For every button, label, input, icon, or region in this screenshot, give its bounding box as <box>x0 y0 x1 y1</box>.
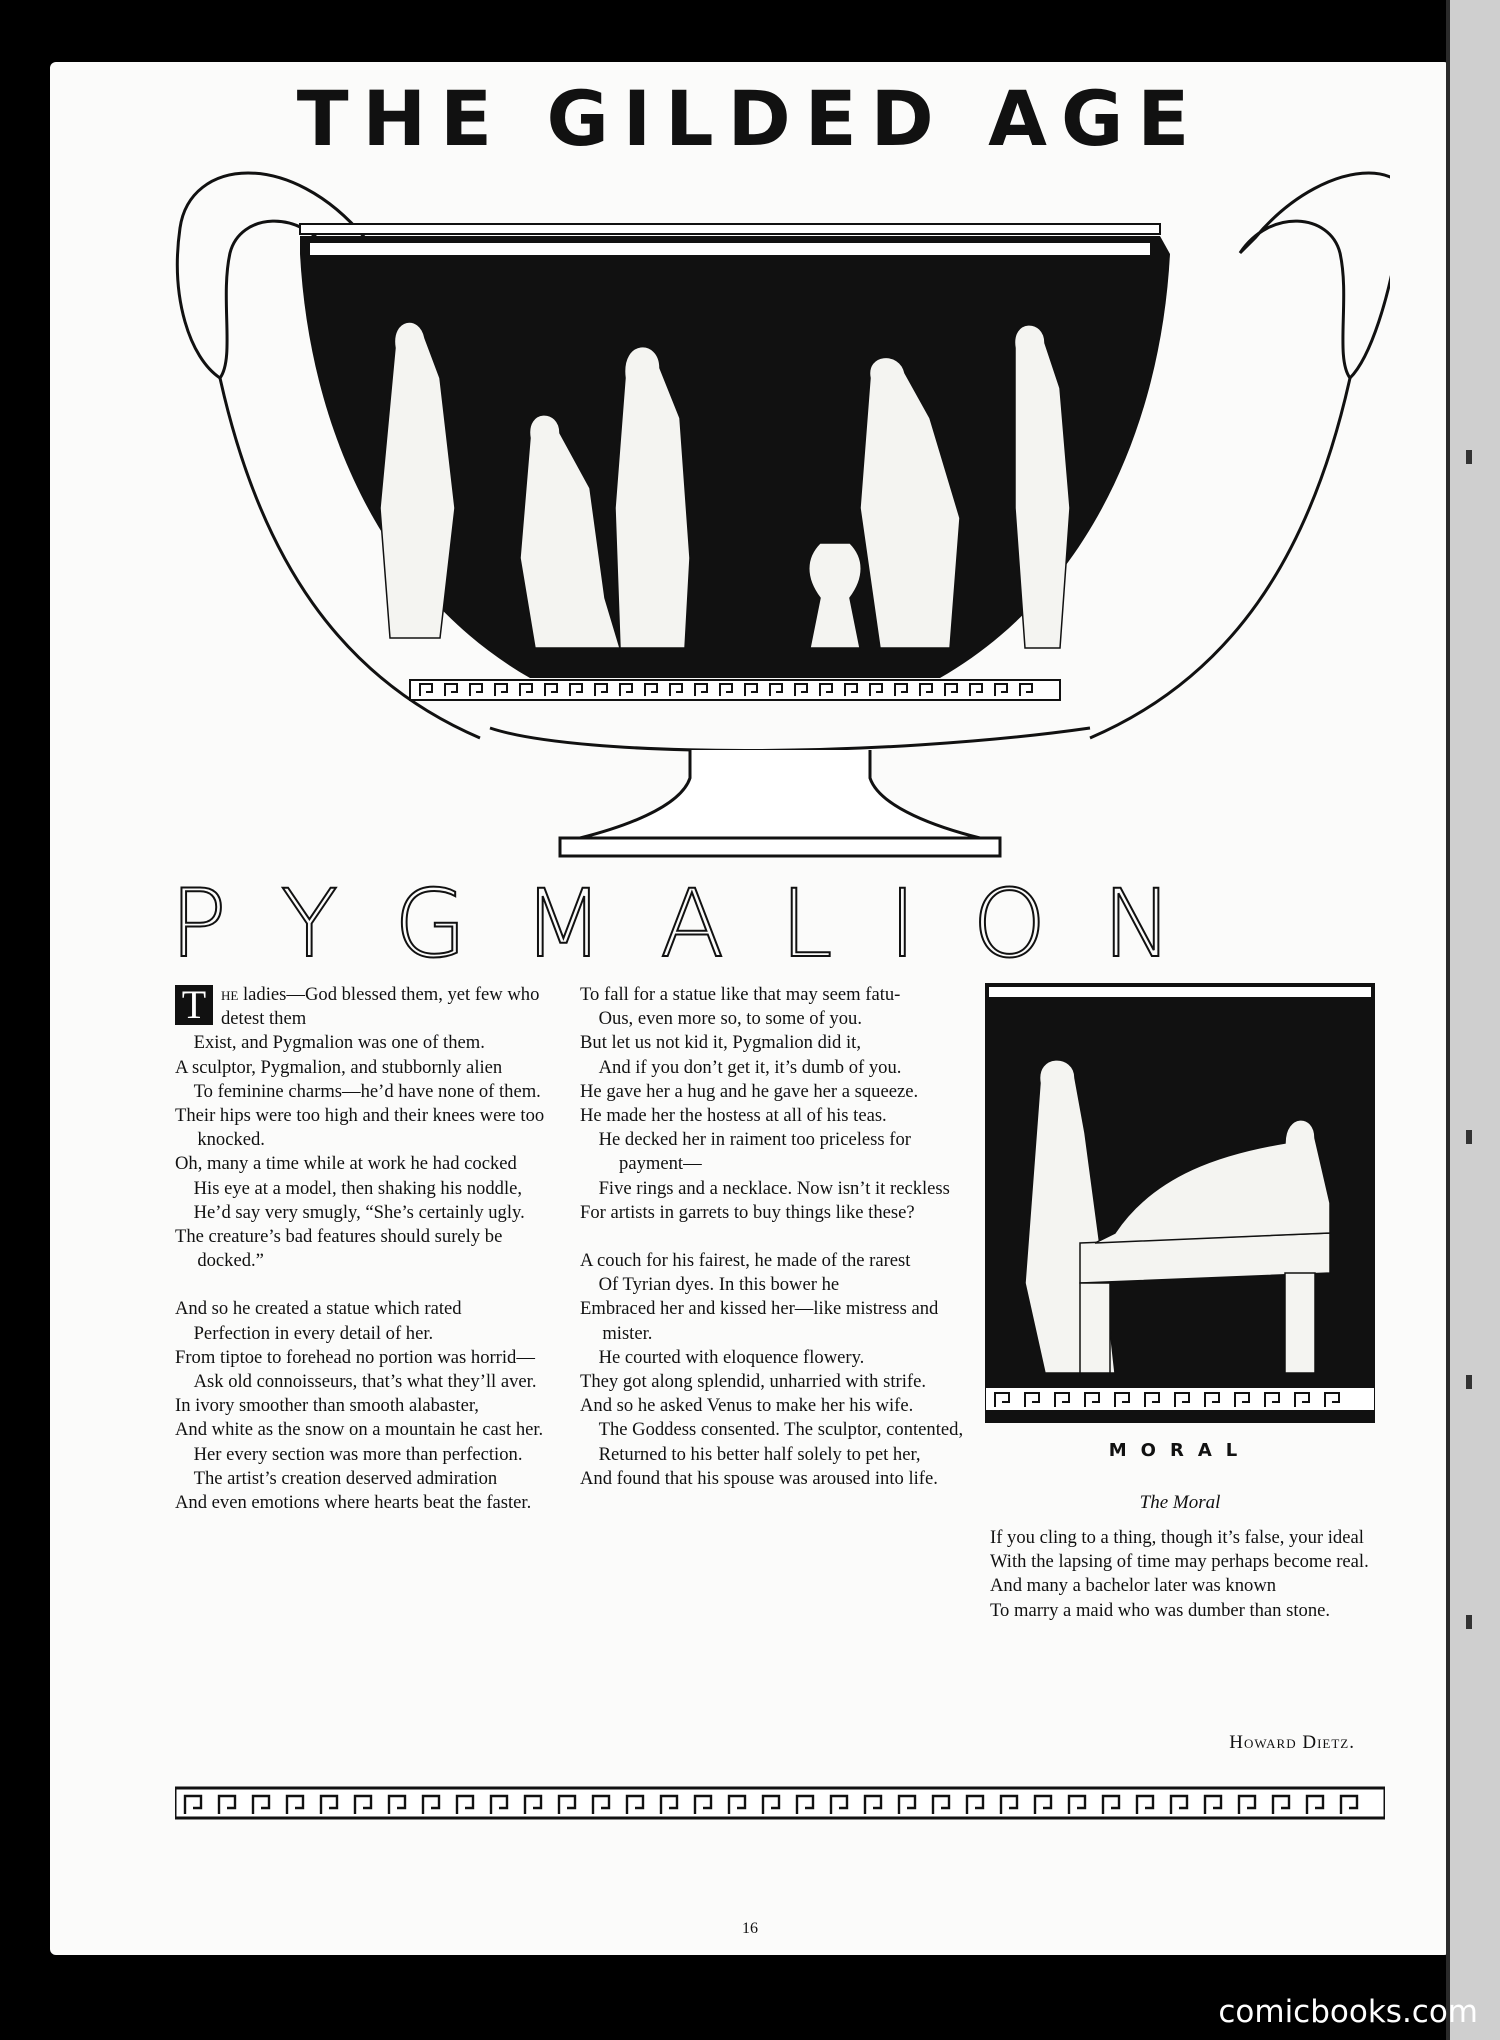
poem-line: A couch for his fairest, he made of the rarest <box>580 1250 911 1272</box>
page-title: THE GILDED AGE <box>296 74 1204 163</box>
poem-line: Perfection in every detail of her. <box>193 1322 434 1344</box>
poem-line: And many a bachelor later was known <box>990 1575 1277 1597</box>
poem-line: And white as the snow on a mountain he cast her. <box>175 1419 544 1441</box>
greek-vase-illustration <box>60 38 1390 888</box>
poem-column-2 <box>580 983 970 1491</box>
vase-right-handle <box>1240 173 1390 378</box>
poem-line: Ask old connoisseurs, that’s what they’ll aver. <box>193 1371 537 1393</box>
poem-line: ladies—God blessed them, yet few who detest them <box>221 984 540 1030</box>
poem-line: In ivory smoother than smooth alabaster, <box>175 1395 479 1417</box>
poem-line: Exist, and Pygmalion was one of them. <box>193 1032 485 1054</box>
poem-line: He gave her a hug and he gave her a squeeze. <box>580 1080 919 1102</box>
dropcap-lead: he <box>221 984 239 1005</box>
poem-line: For artists in garrets to buy things like these? <box>580 1201 915 1223</box>
watermark: comicbooks.com <box>1218 1994 1478 2030</box>
poem-line: He decked her in raiment too priceless for payment— <box>598 1129 911 1175</box>
dropcap: T <box>175 985 213 1025</box>
poem-line: And found that his spouse was aroused into life. <box>580 1467 938 1489</box>
poem-line: The creature’s bad features should surely be docked.” <box>175 1226 503 1272</box>
bottom-meander-border <box>175 1786 1385 1820</box>
vase-foot <box>560 838 1000 856</box>
moral-heading: The Moral <box>1139 1492 1221 1513</box>
poem-line: Oh, many a time while at work he had cocked <box>175 1153 517 1175</box>
couch-leg-left <box>1080 1283 1110 1373</box>
poem-line: He’d say very smugly, “She’s certainly ugly. <box>193 1201 525 1223</box>
next-page-edge <box>1446 0 1500 2040</box>
poem-line: And so he asked Venus to make her his wife. <box>580 1395 914 1417</box>
poem-line: Five rings and a necklace. Now isn’t it reckless <box>598 1177 950 1199</box>
poem-line: And even emotions where hearts beat the faster. <box>175 1492 532 1514</box>
poem-line: With the lapsing of time may perhaps become real. <box>990 1551 1369 1573</box>
poem-line: But let us not kid it, Pygmalion did it, <box>580 1032 861 1054</box>
poem-line: If you cling to a thing, though it’s false, your ideal <box>990 1527 1364 1548</box>
poem-line: Ous, even more so, to some of you. <box>598 1008 862 1030</box>
poem-line: He made her the hostess at all of his teas. <box>580 1105 887 1127</box>
poem-line: To marry a maid who was dumber than stone. <box>990 1599 1331 1621</box>
poem-line: Of Tyrian dyes. In this bower he <box>598 1274 840 1296</box>
couch-leg-right <box>1285 1273 1315 1373</box>
poem-line: A sculptor, Pygmalion, and stubbornly alien <box>175 1056 503 1078</box>
poem-line: The artist’s creation deserved admiration <box>193 1467 498 1489</box>
poem-line: To feminine charms—he’d have none of them. <box>193 1080 541 1102</box>
vase-stem <box>580 750 980 838</box>
poem-column-1 <box>175 983 560 1515</box>
poem-line: From tiptoe to forehead no portion was horrid— <box>175 1346 535 1368</box>
poem-line <box>580 1225 970 1249</box>
poem-line: Returned to his better half solely to pet her, <box>598 1443 921 1465</box>
poem-line: His eye at a model, then shaking his noddle, <box>193 1177 523 1199</box>
moral-meander-border <box>985 1387 1375 1411</box>
poem-line: To fall for a statue like that may seem fatu- <box>580 984 901 1005</box>
poem-line: And if you don’t get it, it’s dumb of you. <box>598 1056 902 1078</box>
poem-line: Their hips were too high and their knees were too knocked. <box>175 1105 545 1151</box>
poem-line: He courted with eloquence flowery. <box>598 1346 865 1368</box>
moral-illustration <box>985 983 1375 1433</box>
poem-title: PYGMALION <box>170 870 1229 979</box>
author-byline: Howard Dietz. <box>1229 1732 1355 1753</box>
page-number: 16 <box>742 1920 758 1937</box>
moral-verse <box>990 1526 1375 1623</box>
poem-line: Her every section was more than perfection. <box>193 1443 523 1465</box>
meander-border <box>410 680 1060 700</box>
poem-line: They got along splendid, unharried with strife. <box>580 1371 926 1393</box>
poem-line: Embraced her and kissed her—like mistress and mister. <box>580 1298 939 1344</box>
moral-caption: MORAL <box>1108 1440 1252 1461</box>
poem-line: The Goddess consented. The sculptor, contented, <box>598 1419 964 1441</box>
poem-line <box>175 1273 560 1297</box>
poem-line: And so he created a statue which rated <box>175 1298 462 1320</box>
